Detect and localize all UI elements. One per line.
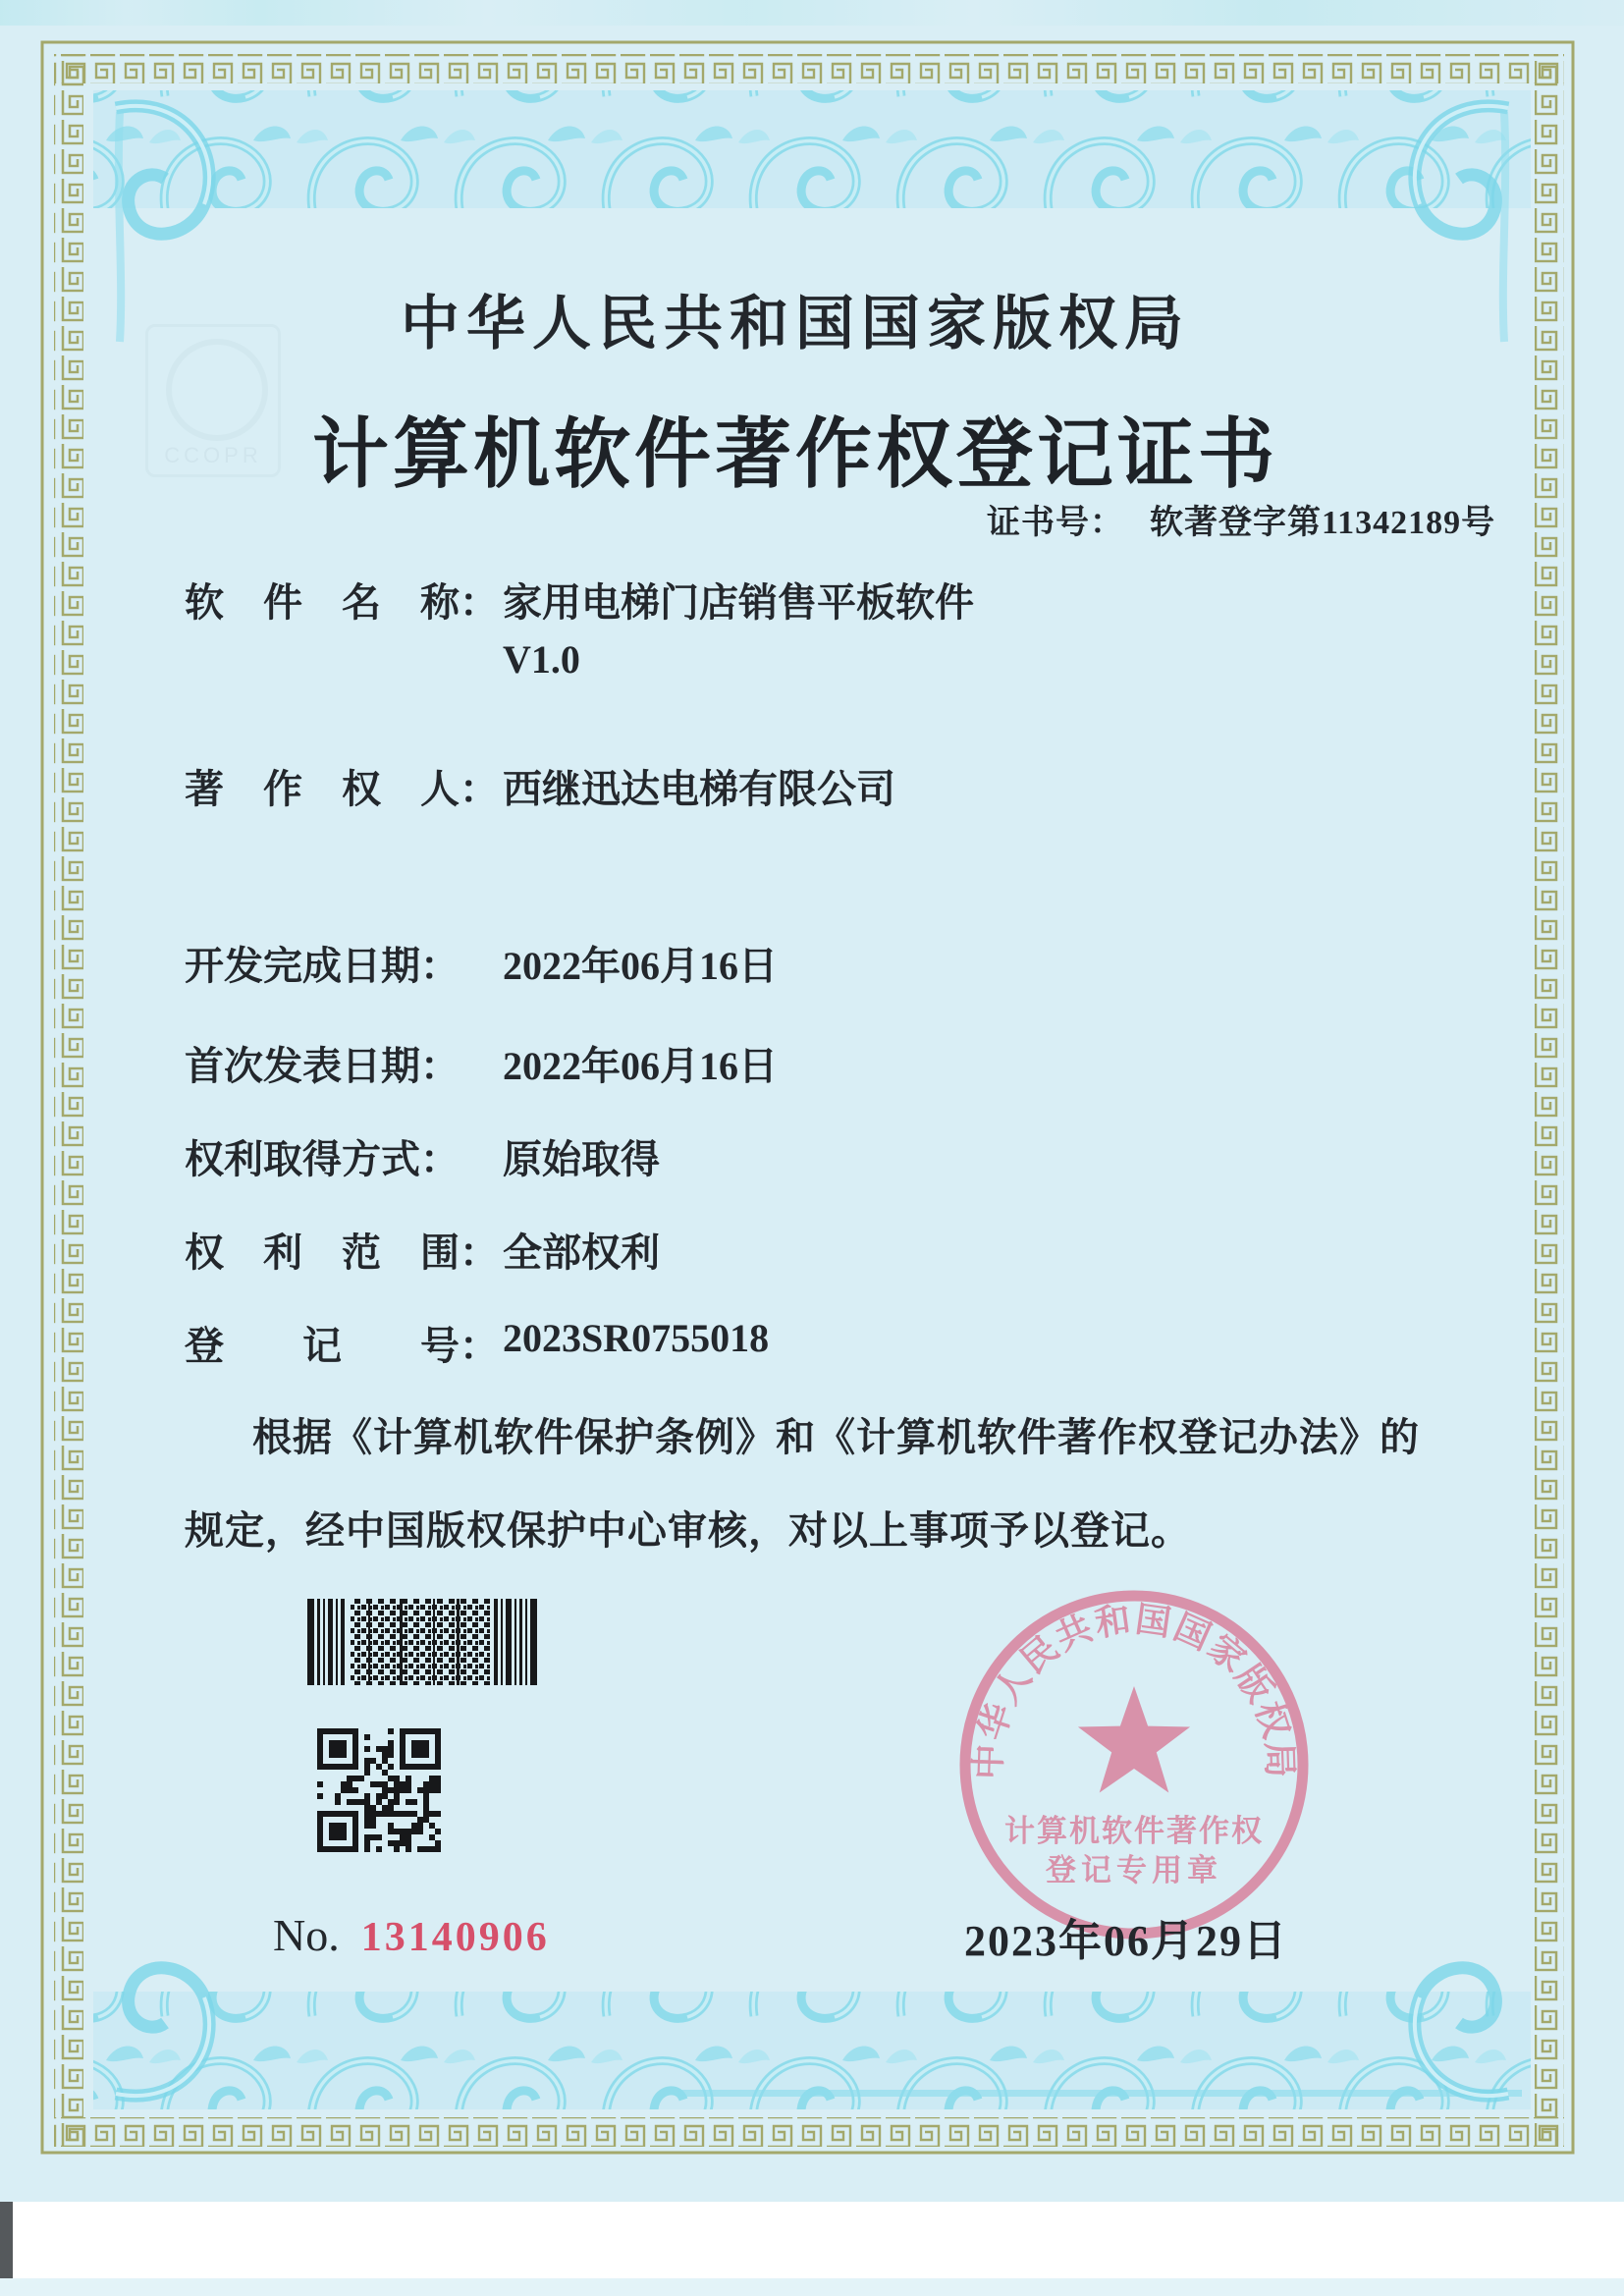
seal-arc-text: 中华人民共和国国家版权局 xyxy=(968,1599,1300,1780)
serial-number-value: 13140906 xyxy=(360,1915,550,1960)
certificate-number xyxy=(987,495,1495,543)
seal-line-2: 登记专用章 xyxy=(1046,1853,1222,1887)
statement-line-1: 根据《计算机软件保护条例》和《计算机软件著作权登记办法》的 xyxy=(252,1415,1420,1459)
field-row-acquisition-method xyxy=(185,1128,660,1184)
field-label: 登 记 号： xyxy=(185,1324,499,1368)
scan-edge-shadow xyxy=(0,2202,13,2278)
field-label: 权利取得方式： xyxy=(185,1137,460,1181)
certificate-title: 计算机软件著作权登记证书 xyxy=(311,411,1278,497)
issuing-authority: 中华人民共和国国家版权局 xyxy=(401,292,1190,356)
scan-edge-white xyxy=(0,2202,1624,2278)
field-row-software-name xyxy=(185,572,974,628)
issue-date: 2023年06月29日 xyxy=(964,1917,1288,1965)
qr-code xyxy=(317,1728,441,1852)
field-value: 全部权利 xyxy=(503,1230,660,1275)
field-value: 西继迅达电梯有限公司 xyxy=(503,767,895,811)
seal-star-icon xyxy=(1078,1686,1190,1793)
floral-ornament-bottom xyxy=(93,1992,1531,2109)
official-seal xyxy=(938,1566,1330,1959)
scan-edge-strip xyxy=(0,2278,1624,2296)
seal-line-1: 计算机软件著作权 xyxy=(1004,1814,1264,1848)
field-row-copyright-holder xyxy=(185,758,895,814)
floral-ornament-top xyxy=(93,90,1531,208)
field-row-registration-number xyxy=(185,1315,770,1371)
statement-line-2: 规定，经中国版权保护中心审核，对以上事项予以登记。 xyxy=(185,1508,1191,1553)
watermark-text: CCOPR xyxy=(164,443,262,467)
field-label: 首次发表日期： xyxy=(185,1044,460,1088)
field-label: 软 件 名 称： xyxy=(185,580,499,625)
field-value: 家用电梯门店销售平板软件 xyxy=(503,580,974,625)
barcode xyxy=(307,1599,537,1685)
field-value: 2022年06月16日 xyxy=(503,1044,778,1088)
field-value: 原始取得 xyxy=(503,1137,660,1181)
certificate-number-value: 软著登字第11342189号 xyxy=(1150,505,1496,541)
field-row-rights-scope xyxy=(185,1222,660,1278)
field-row-development-date xyxy=(185,935,778,991)
field-label: 著 作 权 人： xyxy=(185,767,499,811)
field-value: 2022年06月16日 xyxy=(503,944,778,988)
field-label: 权 利 范 围： xyxy=(185,1230,499,1275)
software-version: V1.0 xyxy=(503,637,580,682)
serial-number-label: No. xyxy=(273,1910,340,1960)
field-row-first-publish-date xyxy=(185,1035,778,1091)
field-value: 2023SR0755018 xyxy=(503,1316,770,1360)
serial-number xyxy=(273,1909,550,1961)
certificate-number-label: 证书号： xyxy=(987,505,1124,541)
field-label: 开发完成日期： xyxy=(185,944,460,988)
